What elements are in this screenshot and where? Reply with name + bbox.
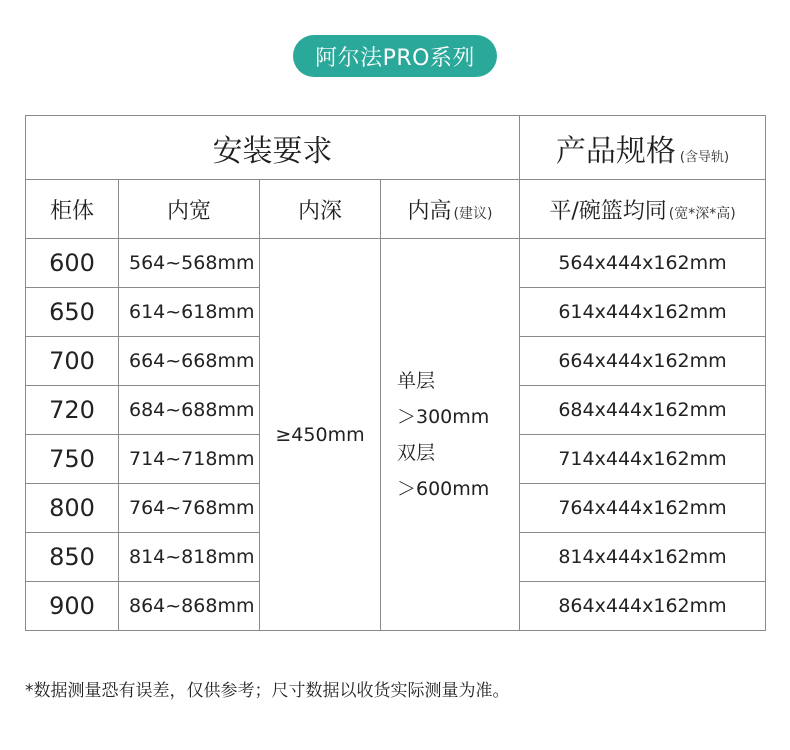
cabinet-cell: 700 xyxy=(26,337,119,386)
basket-size-cell: 564x444x162mm xyxy=(520,239,766,288)
cabinet-cell: 750 xyxy=(26,435,119,484)
basket-size-cell: 684x444x162mm xyxy=(520,386,766,435)
inner-depth-cell: ≥450mm xyxy=(260,239,381,631)
spec-table xyxy=(25,115,766,631)
inner-width-cell: 614~618mm xyxy=(119,288,260,337)
cabinet-cell: 800 xyxy=(26,484,119,533)
inner-width-cell: 764~768mm xyxy=(119,484,260,533)
col-inner-height: 内高 (建议) xyxy=(381,180,520,239)
col-cabinet: 柜体 xyxy=(26,180,119,239)
product-spec-note: (含导轨) xyxy=(679,149,730,165)
inner-width-cell: 664~668mm xyxy=(119,337,260,386)
footnote: *数据测量恐有误差，仅供参考；尺寸数据以收货实际测量为准。 xyxy=(25,681,510,701)
col-inner-depth: 内深 xyxy=(260,180,381,239)
col-basket: 平/碗篮均同 (宽*深*高) xyxy=(520,180,766,239)
series-badge: 阿尔法PRO系列 xyxy=(293,35,497,77)
basket-size-cell: 614x444x162mm xyxy=(520,288,766,337)
inner-width-cell: 564~568mm xyxy=(119,239,260,288)
basket-size-cell: 864x444x162mm xyxy=(520,582,766,631)
col-inner-height-note: (建议) xyxy=(453,205,493,222)
col-inner-width: 内宽 xyxy=(119,180,260,239)
cabinet-cell: 650 xyxy=(26,288,119,337)
cabinet-cell: 900 xyxy=(26,582,119,631)
basket-size-cell: 814x444x162mm xyxy=(520,533,766,582)
inner-height-cell xyxy=(381,239,520,631)
product-spec-header: 产品规格 (含导轨) xyxy=(520,116,766,180)
double-layer-value: ＞600mm xyxy=(397,477,490,500)
cabinet-cell: 600 xyxy=(26,239,119,288)
inner-width-cell: 684~688mm xyxy=(119,386,260,435)
double-layer-label: 双层 xyxy=(397,441,436,464)
basket-size-cell: 664x444x162mm xyxy=(520,337,766,386)
group-header-row xyxy=(26,116,766,180)
cabinet-cell: 850 xyxy=(26,533,119,582)
single-layer-label: 单层 xyxy=(397,369,436,392)
basket-size-cell: 764x444x162mm xyxy=(520,484,766,533)
column-header-row xyxy=(26,180,766,239)
inner-width-cell: 714~718mm xyxy=(119,435,260,484)
col-basket-note: (宽*深*高) xyxy=(668,205,736,222)
inner-width-cell: 814~818mm xyxy=(119,533,260,582)
single-layer-value: ＞300mm xyxy=(397,405,490,428)
basket-size-cell: 714x444x162mm xyxy=(520,435,766,484)
table-row xyxy=(26,239,766,288)
install-requirements-header: 安装要求 xyxy=(26,116,520,180)
cabinet-cell: 720 xyxy=(26,386,119,435)
inner-width-cell: 864~868mm xyxy=(119,582,260,631)
